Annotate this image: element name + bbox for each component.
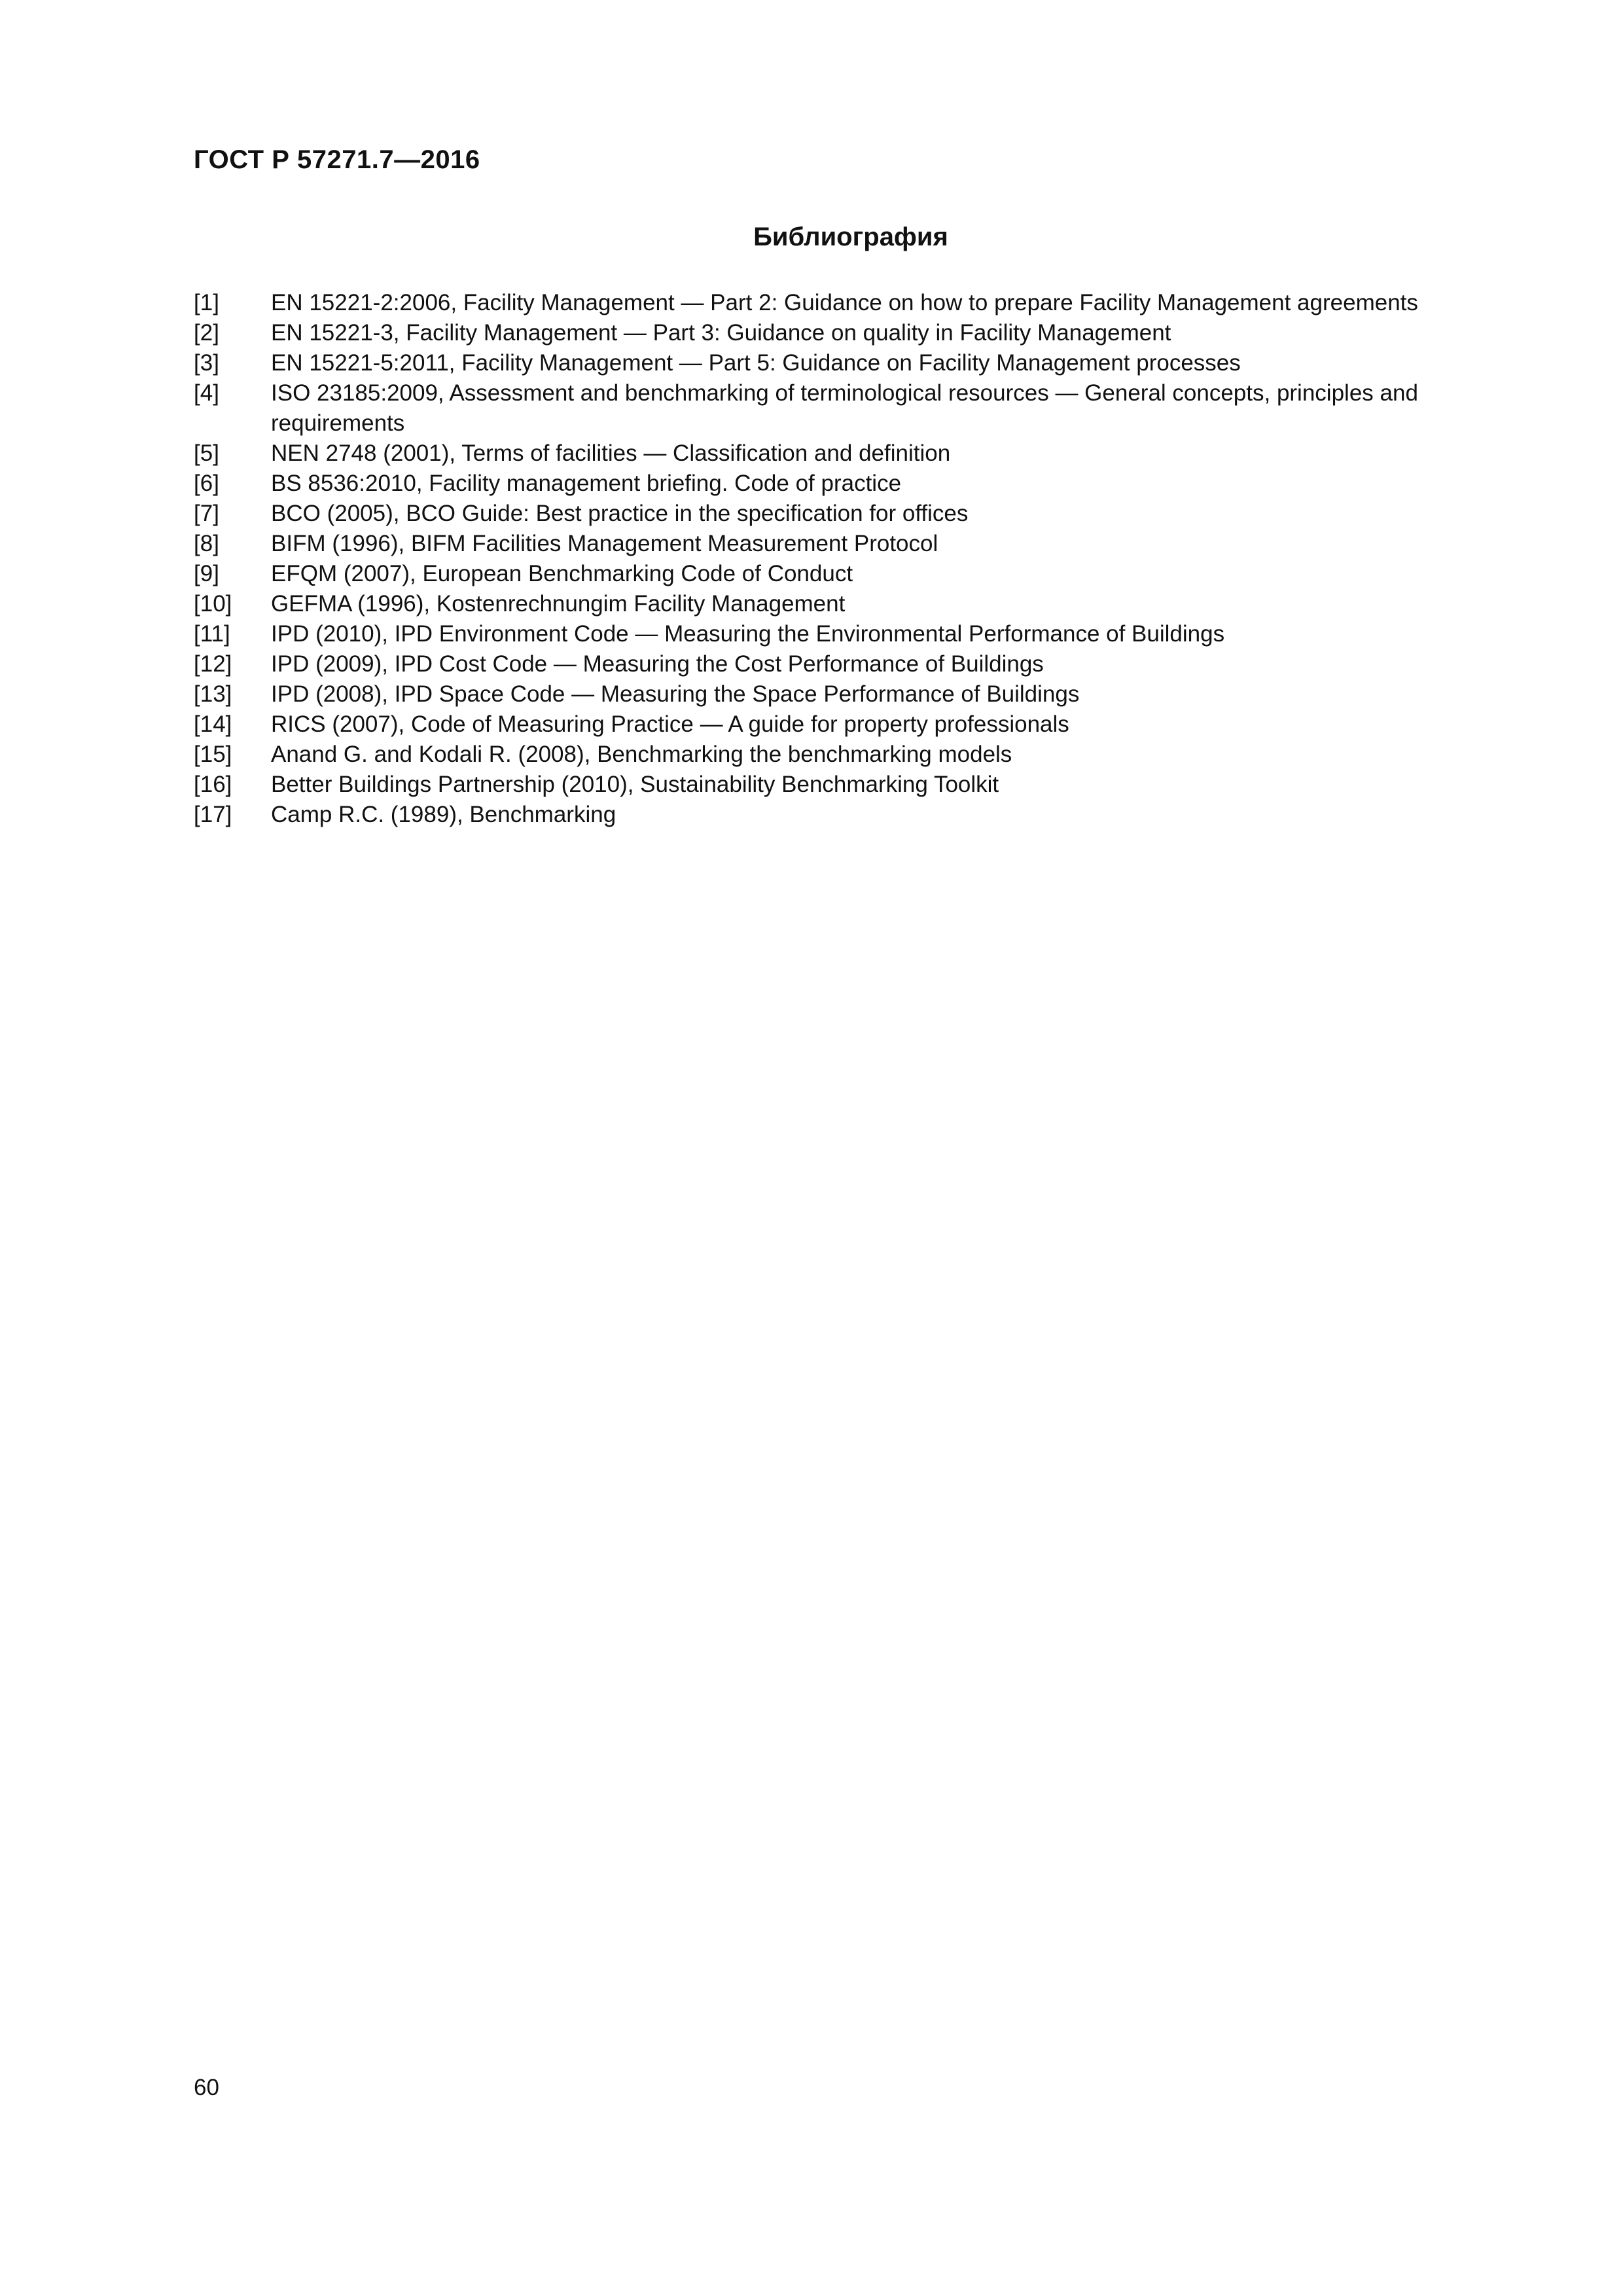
- bibliography-number: [6]: [194, 471, 219, 496]
- bibliography-item: [194, 679, 1529, 709]
- bibliography-number: [10]: [194, 591, 232, 617]
- bibliography-number: [8]: [194, 531, 219, 556]
- bibliography-item: [194, 378, 1529, 439]
- bibliography-item: [194, 499, 1529, 529]
- bibliography-text: Anand G. and Kodali R. (2008), Benchmarking the benchmarking models: [271, 742, 1012, 767]
- bibliography-number: [17]: [194, 802, 232, 827]
- bibliography-item: [194, 800, 1529, 830]
- bibliography-text: Better Buildings Partnership (2010), Sustainability Benchmarking Toolkit: [271, 772, 999, 797]
- bibliography-item: [194, 589, 1529, 619]
- bibliography-text: GEFMA (1996), Kostenrechnungim Facility Management: [271, 591, 846, 617]
- bibliography-text: IPD (2008), IPD Space Code — Measuring the Space Performance of Buildings: [271, 681, 1080, 707]
- bibliography-text: BS 8536:2010, Facility management briefing. Code of practice: [271, 471, 902, 496]
- bibliography-text: RICS (2007), Code of Measuring Practice — A guide for property professionals: [271, 711, 1069, 737]
- bibliography-text: EFQM (2007), European Benchmarking Code of Conduct: [271, 561, 853, 586]
- bibliography-number: [11]: [194, 621, 230, 647]
- bibliography-text: Camp R.C. (1989), Benchmarking: [271, 802, 616, 827]
- bibliography-text: BCO (2005), BCO Guide: Best practice in the specification for offices: [271, 501, 969, 526]
- bibliography-number: [4]: [194, 380, 219, 406]
- bibliography-number: [9]: [194, 561, 219, 586]
- bibliography-item: [194, 619, 1529, 649]
- section-title: Библиография: [753, 223, 948, 251]
- bibliography-item: [194, 709, 1529, 740]
- bibliography-number: [12]: [194, 651, 232, 677]
- bibliography-item: [194, 740, 1529, 770]
- bibliography-item: [194, 288, 1529, 318]
- bibliography-number: [3]: [194, 350, 219, 376]
- page-number: 60: [194, 2075, 219, 2100]
- bibliography-number: [2]: [194, 320, 219, 346]
- bibliography-number: [14]: [194, 711, 232, 737]
- bibliography-number: [15]: [194, 742, 232, 767]
- bibliography-text: EN 15221-2:2006, Facility Management — Part 2: Guidance on how to prepare Facility Management agreements: [271, 290, 1418, 315]
- bibliography-item: [194, 529, 1529, 559]
- bibliography-number: [5]: [194, 440, 219, 466]
- bibliography-text: EN 15221-5:2011, Facility Management — Part 5: Guidance on Facility Management processes: [271, 350, 1241, 376]
- bibliography-item: [194, 469, 1529, 499]
- bibliography-number: [7]: [194, 501, 219, 526]
- bibliography-text: BIFM (1996), BIFM Facilities Management Measurement Protocol: [271, 531, 938, 556]
- bibliography-text: ISO 23185:2009, Assessment and benchmarking of terminological resources — General concepts, principles and requirements: [271, 380, 1418, 436]
- bibliography-text: IPD (2009), IPD Cost Code — Measuring the Cost Performance of Buildings: [271, 651, 1044, 677]
- bibliography-item: [194, 649, 1529, 679]
- bibliography-text: EN 15221-3, Facility Management — Part 3: Guidance on quality in Facility Management: [271, 320, 1171, 346]
- bibliography-number: [13]: [194, 681, 232, 707]
- standard-code-header: ГОСТ Р 57271.7—2016: [194, 145, 480, 174]
- bibliography-list: [194, 288, 1529, 830]
- bibliography-item: [194, 439, 1529, 469]
- bibliography-number: [1]: [194, 290, 219, 315]
- bibliography-item: [194, 348, 1529, 378]
- bibliography-text: IPD (2010), IPD Environment Code — Measuring the Environmental Performance of Buildings: [271, 621, 1225, 647]
- bibliography-number: [16]: [194, 772, 232, 797]
- bibliography-text: NEN 2748 (2001), Terms of facilities — Classification and definition: [271, 440, 951, 466]
- bibliography-item: [194, 318, 1529, 348]
- bibliography-item: [194, 559, 1529, 589]
- bibliography-item: [194, 770, 1529, 800]
